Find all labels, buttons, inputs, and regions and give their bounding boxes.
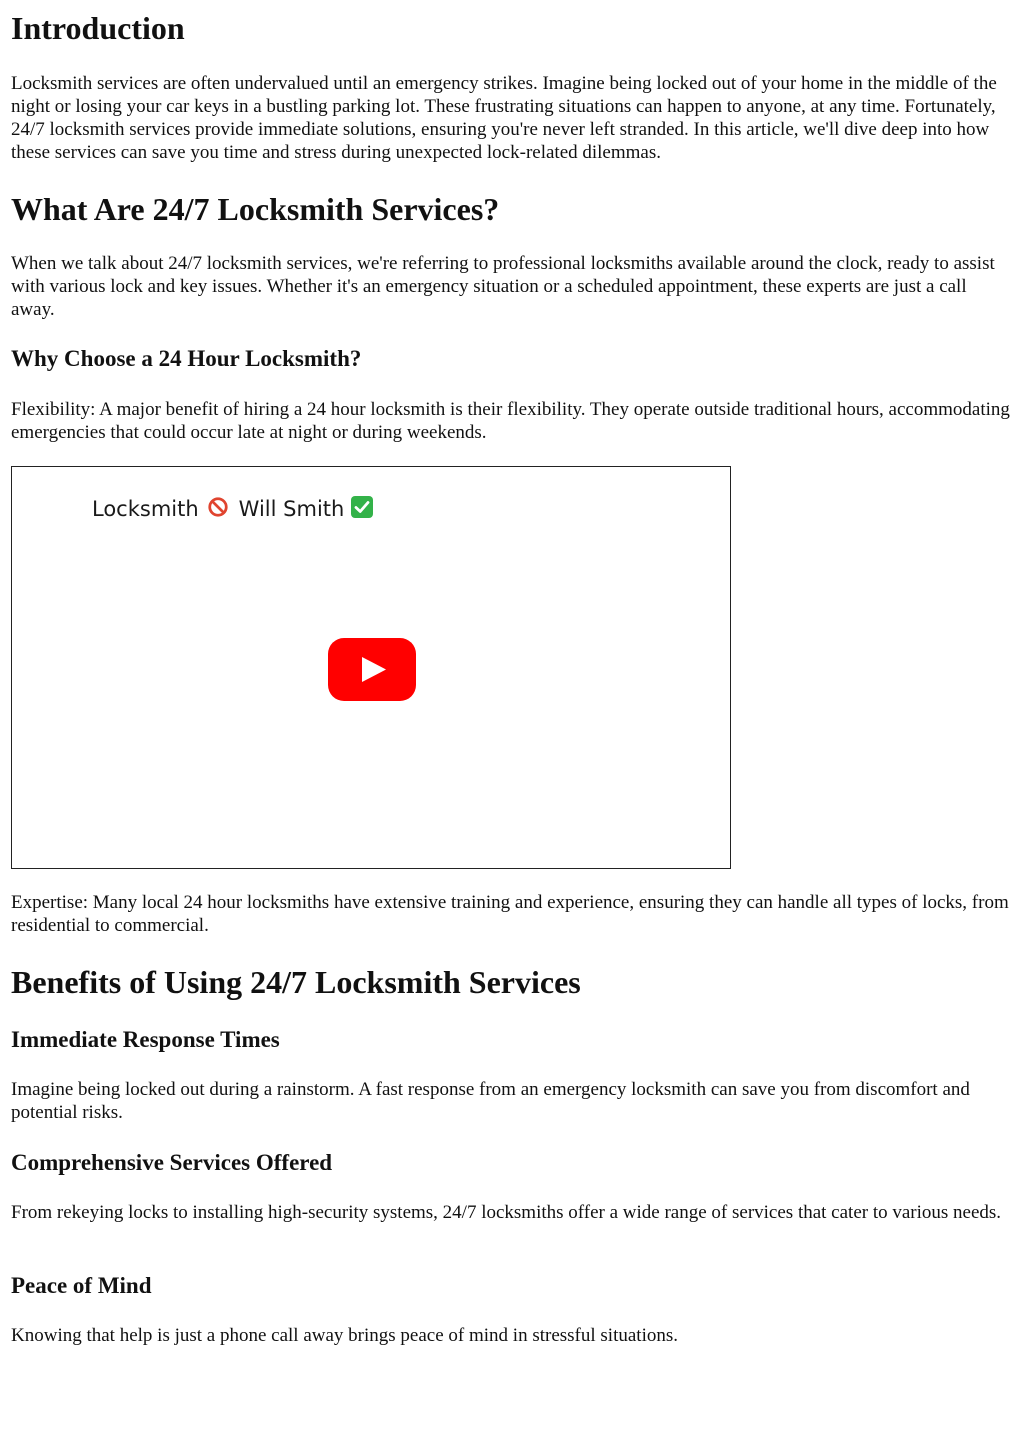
video-caption [92, 495, 374, 523]
paragraph-expertise: Expertise: Many local 24 hour locksmiths have extensive training and experience, ensuring they can handle all types of locks, from residential to commercial. [11, 892, 1009, 936]
video-embed[interactable] [11, 466, 731, 869]
paragraph-introduction: Locksmith services are often undervalued until an emergency strikes. Imagine being locked out of your home in the middle of the night or losing your car keys in a bustling parking lot. These frustrating situations can happen to anyone, at any time. Fortunately, 24/7 locksmith services provide immediate solutions, ensuring you're never left stranded. In this article, we'll dive deep into how these services can save you time and stress during unexpected lock-related dilemmas. [11, 73, 997, 163]
heading-comprehensive-services: Comprehensive Services Offered [11, 1150, 333, 1175]
check-icon [350, 495, 374, 519]
heading-why-choose: Why Choose a 24 Hour Locksmith? [11, 346, 362, 371]
video-caption-left: Locksmith [92, 497, 199, 521]
heading-peace-of-mind: Peace of Mind [11, 1273, 152, 1298]
play-icon[interactable] [328, 638, 416, 701]
heading-what-are: What Are 24/7 Locksmith Services? [11, 191, 500, 227]
paragraph-what-are: When we talk about 24/7 locksmith services, we're referring to professional locksmiths available around the clock, ready to assist with various lock and key issues. Whether it's an emergency situation or a scheduled appointment, these experts are just a call away. [11, 253, 995, 320]
paragraph-peace-of-mind: Knowing that help is just a phone call away brings peace of mind in stressful situations. [11, 1325, 678, 1346]
paragraph-immediate-response: Imagine being locked out during a rainstorm. A fast response from an emergency locksmith can save you from discomfort and potential risks. [11, 1079, 970, 1123]
heading-introduction: Introduction [11, 10, 185, 46]
heading-benefits: Benefits of Using 24/7 Locksmith Services [11, 964, 581, 1000]
paragraph-flexibility: Flexibility: A major benefit of hiring a 24 hour locksmith is their flexibility. They operate outside traditional hours, accommodating emergencies that could occur late at night or during weekends. [11, 399, 1010, 443]
paragraph-comprehensive-services: From rekeying locks to installing high-security systems, 24/7 locksmiths offer a wide range of services that cater to various needs. [11, 1202, 1002, 1223]
heading-immediate-response: Immediate Response Times [11, 1027, 280, 1052]
prohibited-icon [207, 496, 229, 518]
video-caption-right: Will Smith [238, 497, 345, 521]
